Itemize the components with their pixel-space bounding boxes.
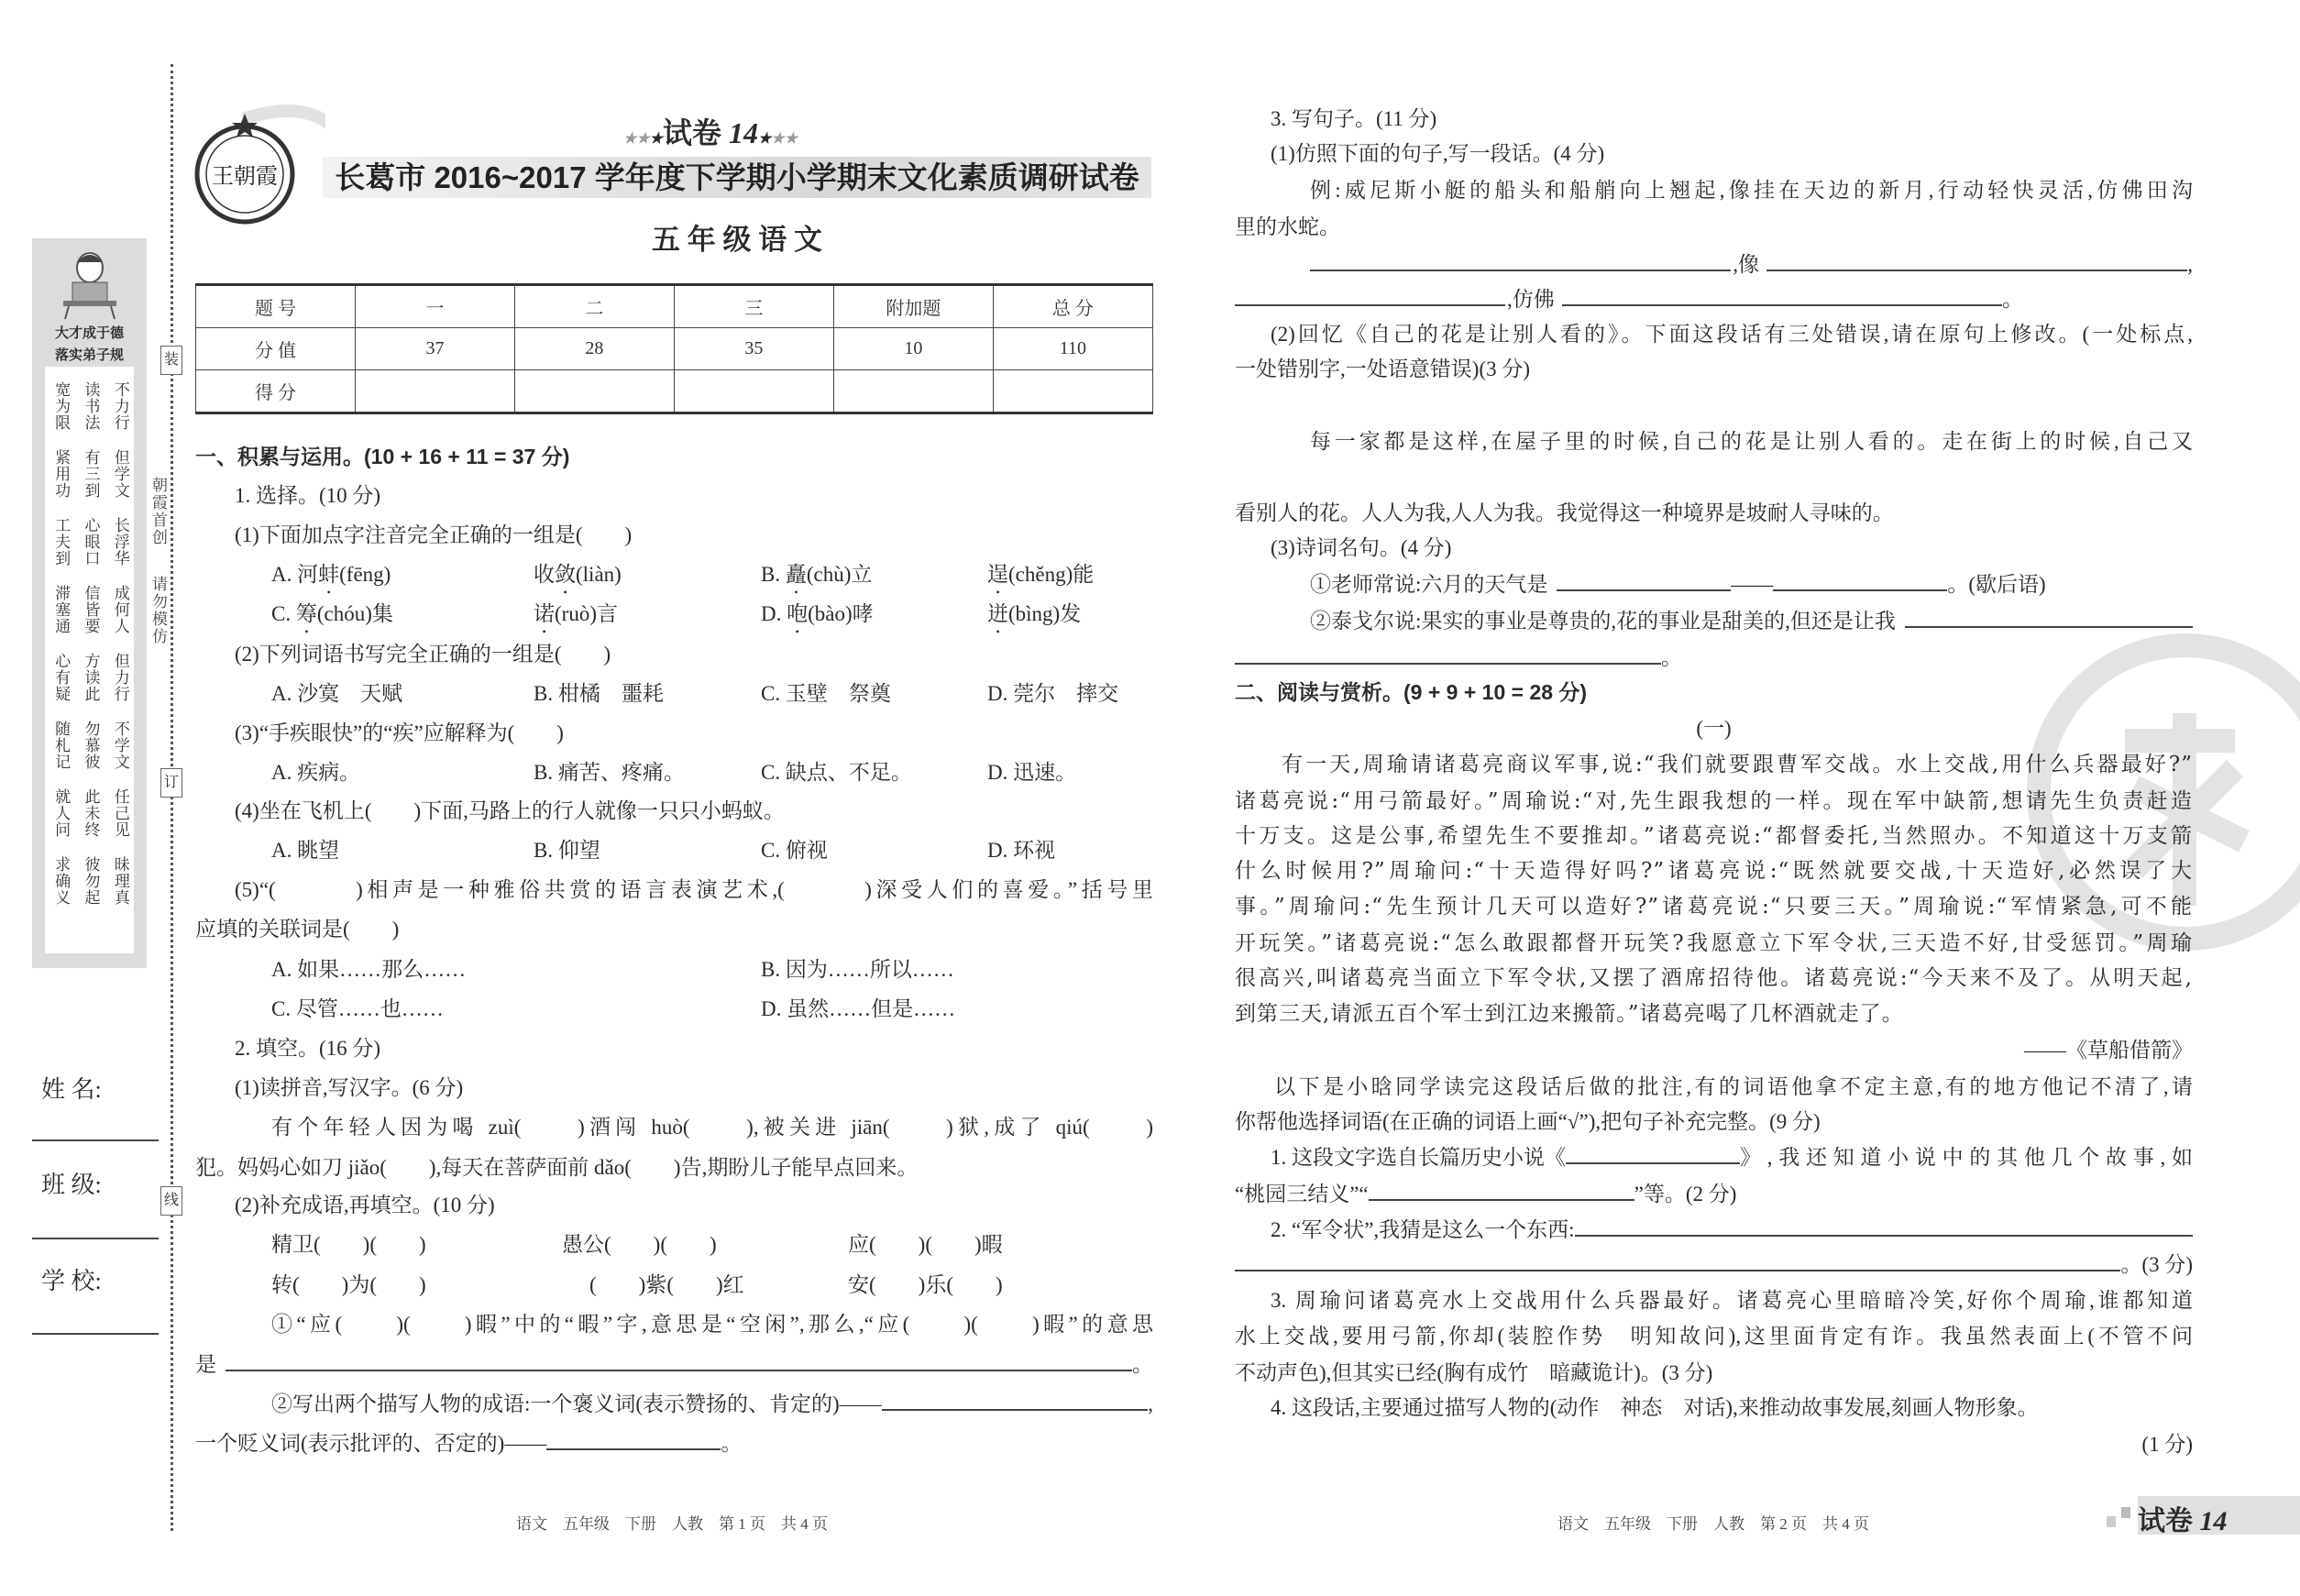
answer-blank[interactable]	[882, 1385, 1149, 1411]
option-c[interactable]: C. 俯视	[761, 839, 828, 862]
score-input-cell[interactable]	[355, 370, 514, 413]
option-text: (liàn)	[576, 563, 622, 586]
tab-label: 试卷	[2138, 1506, 2193, 1536]
motto-phrase: 读书法	[82, 381, 100, 431]
decorative-square-icon	[2107, 1516, 2116, 1527]
option-text: (chù)立	[806, 563, 873, 586]
punctuation: 。	[1132, 1353, 1153, 1376]
q2-2-sub1-answer	[195, 1346, 1153, 1382]
class-field[interactable]	[32, 1238, 159, 1239]
punctuation: ,	[1148, 1392, 1153, 1415]
a4-line[interactable]: 4. 这段话,主要通过描写人物的(动作 神态 对话),来推动故事发展,刻画人物形象。	[1271, 1396, 2039, 1419]
connector-text: ,仿佛	[1507, 288, 1555, 311]
q3-2-title: (2)回忆《自己的花是让别人看的》。下面这段话有三处错误,请在原句上修改。(一处标点,	[1271, 323, 2193, 346]
idiom-item[interactable]: 精卫( )( )	[271, 1233, 426, 1256]
dash: ——	[1731, 573, 1774, 596]
option-c2[interactable]	[534, 596, 618, 633]
dotted-char: 迸	[987, 602, 1008, 625]
dotted-char: 敛	[555, 563, 576, 586]
option-c[interactable]: C. 尽管……也……	[271, 997, 444, 1020]
passage-line: 有一天,周瑜请诸葛亮商议军事,说:“我们就要跟曹军交战。水上交战,用什么兵器最好?”	[1282, 753, 2193, 776]
a3-line: 3. 周瑜问诸葛亮水上交战用什么兵器最好。诸葛亮心里暗暗冷笑,好你个周瑜,谁都知道	[1271, 1289, 2193, 1312]
idiom-item[interactable]: 愚公( )( )	[562, 1233, 717, 1256]
header-cell: 题 号	[196, 285, 356, 328]
idiom-item[interactable]: 应( )( )暇	[848, 1233, 1003, 1256]
option-b[interactable]: B. 痛苦、疼痛。	[534, 761, 685, 784]
score-value: 28	[514, 328, 674, 370]
q1-3-stem: (3)“手疾眼快”的“疾”应解释为( )	[235, 721, 564, 744]
a1-line-1	[1271, 1139, 2193, 1175]
decorative-square-icon	[2121, 1507, 2130, 1518]
passage-line: 很高兴,叫诸葛亮当面立下军令状,又摆了酒席招待他。诸葛亮说:“今天来不及了。从明天起,	[1235, 966, 2193, 990]
dotted-char: 咆	[787, 602, 809, 625]
motto-phrase: 工夫到	[52, 517, 71, 567]
q2-2-title: (2)补充成语,再填空。(10 分)	[235, 1194, 495, 1216]
q3-title: 3. 写句子。(11 分)	[1271, 107, 1437, 130]
option-text: (fēng)	[339, 563, 391, 586]
score-value: 35	[674, 328, 833, 370]
scholar-illustration-icon	[60, 244, 120, 321]
dotted-char: 筹	[295, 602, 317, 625]
motto-phrase: 心眼口	[82, 517, 100, 567]
series-label: 试卷	[663, 116, 722, 149]
q3-3-line-3	[1235, 639, 1682, 676]
a1-line-2	[1235, 1175, 1736, 1212]
answer-blank[interactable]	[1905, 602, 2193, 628]
option-text: 收	[534, 563, 555, 586]
series-number: 14	[729, 116, 759, 149]
name-field[interactable]	[32, 1139, 159, 1141]
punctuation: 。	[721, 1432, 743, 1455]
passage-line: 事。”周瑜问:“先生预计几天可以造好?”诸葛亮说:“只要三天。”周瑜说:“军情紧急,可不能	[1235, 895, 2193, 919]
option-a[interactable]: A. 沙寞 天赋	[271, 682, 403, 705]
q3-2-title-cont: 一处错别字,一处语意错误)(3 分)	[1235, 358, 1530, 380]
motto-phrase: 方读此	[82, 653, 100, 702]
question-text: 。(3 分)	[2120, 1253, 2193, 1276]
q3-1-example: 例:威尼斯小艇的船头和船艄向上翘起,像挂在天边的新月,行动轻快灵活,仿佛田沟	[1310, 179, 2193, 202]
exam-title: 长葛市 2016~2017 学年度下学期小学期末文化素质调研试卷	[335, 160, 1139, 194]
answer-blank[interactable]	[226, 1346, 1132, 1371]
motto-phrase: 紧用功	[52, 449, 71, 499]
option-a2[interactable]	[534, 556, 622, 593]
score-earned-row	[196, 370, 1153, 413]
motto-phrase: 滞塞通	[52, 585, 71, 634]
passage-line: 什么时候用?”周瑜问:“十天造得好吗?”诸葛亮说:“既然就要交战,十天造好,必然误了大	[1235, 859, 2193, 883]
answer-blank[interactable]	[1235, 639, 1661, 665]
option-d[interactable]: D. 迅速。	[987, 761, 1077, 784]
punctuation: 。	[1661, 646, 1682, 669]
option-a[interactable]: A. 疾病。	[271, 761, 361, 784]
q2-2-sub1: ①“应( )( )暇”中的“暇”字,意思是“空闲”,那么,“应( )( )暇”的意思	[271, 1313, 1153, 1336]
q2-title: 2. 填空。(16 分)	[235, 1037, 381, 1060]
score-table	[195, 283, 1153, 414]
question-text: ②写出两个描写人物的成语:一个褒义词(表示赞扬的、肯定的)——	[271, 1392, 882, 1415]
motto-phrase: 求确义	[52, 856, 71, 906]
passage-line: 到第三天,请派五百个军士到江边来搬箭。”诸葛亮喝了几杯酒就走了。	[1235, 1002, 1904, 1026]
footer-left: 语文 五年级 下册 人教 第 1 页 共 4 页	[516, 1515, 828, 1533]
q1-1-stem: (1)下面加点字注音完全正确的一组是( )	[235, 523, 633, 546]
question-text: “桃园三结义”“	[1235, 1183, 1369, 1205]
score-input-cell[interactable]	[514, 370, 674, 413]
answer-blank[interactable]	[1369, 1175, 1634, 1201]
option-b2[interactable]	[987, 556, 1094, 593]
q2-2-sub2-cont	[195, 1425, 742, 1461]
connector-text: ,像	[1733, 253, 1759, 276]
option-d[interactable]: D. 环视	[987, 839, 1056, 862]
option-text: (chóu)集	[316, 602, 393, 625]
idiom-item[interactable]: 转( )为( )	[271, 1273, 426, 1296]
option-c[interactable]: C. 缺点、不足。	[761, 761, 912, 784]
option-d[interactable]: D. 莞尔 摔交	[987, 682, 1119, 705]
motto-phrase: 就人问	[52, 788, 71, 838]
option-b[interactable]: B. 因为……所以……	[761, 958, 954, 981]
dotted-char: 矗	[785, 563, 807, 586]
intro-line-cont: 你帮他选择词语(在正确的词语上画“√”),把句子补充完整。(9 分)	[1235, 1110, 1821, 1133]
passage-line: 诸葛亮说:“用弓箭最好。”周瑜说:“对,先生跟我想的一样。现在军中缺箭,想请先生负责赶造	[1235, 789, 2193, 813]
part1-heading: 一、积累与运用。(10 + 16 + 11 = 37 分)	[195, 445, 570, 468]
motto-phrase: 随札记	[52, 721, 71, 770]
q2-2-sub2	[271, 1385, 1153, 1422]
option-a1[interactable]	[271, 556, 391, 593]
motto-title-2: 落实弟子规	[54, 348, 124, 363]
answer-blank[interactable]	[1235, 281, 1505, 306]
q1-5-stem: (5)“( )相声是一种雅俗共赏的语言表演艺术,( )深受人们的喜爱。”括号里	[235, 878, 1153, 901]
q3-3-line-1	[1310, 566, 2046, 602]
header-cell: 总 分	[993, 285, 1152, 328]
option-b[interactable]: B. 柑橘 噩耗	[534, 682, 664, 705]
score-table-header-row	[196, 285, 1153, 328]
q3-3-line-2	[1310, 602, 2193, 639]
answer-blank[interactable]	[1566, 1139, 1740, 1164]
motto-phrase: 任己见	[111, 788, 129, 838]
option-b1[interactable]	[761, 556, 872, 593]
motto-phrase: 彼勿起	[82, 856, 100, 906]
motto-phrase: 勿慕彼	[82, 721, 100, 770]
answer-blank[interactable]	[1575, 1211, 2193, 1237]
idiom-item[interactable]: 安( )乐( )	[848, 1273, 1003, 1296]
paper-number-label	[2138, 1498, 2228, 1538]
question-text: 。(歇后语)	[1947, 573, 2046, 596]
a2-line-1	[1271, 1211, 2193, 1248]
option-c[interactable]: C. 玉壁 祭奠	[761, 682, 891, 705]
tab-number: 14	[2199, 1506, 2228, 1536]
score-input-cell[interactable]	[833, 370, 993, 413]
star-icon: ★	[758, 131, 772, 147]
paper-number-tab	[2097, 1496, 2300, 1535]
q3-1-answer-line-2	[1235, 281, 2023, 317]
score-value: 110	[993, 328, 1152, 370]
motto-phrase: 昧理真	[111, 856, 129, 906]
a2-line-2	[1235, 1246, 2193, 1282]
q3-1-example-cont: 里的水蛇。	[1235, 215, 1340, 238]
dotted-char: 蚌	[318, 563, 340, 586]
question-text: 1. 这段文字选自长篇历史小说《	[1271, 1146, 1566, 1169]
q3-2-passage[interactable]: 每一家都是这样,在屋子里的时候,自己的花是让别人看的。走在街上的时候,自己又	[1310, 430, 2193, 453]
passage-line: 十万支。这是公事,希望先生不要推却。”诸葛亮说:“都督委托,当然照办。不知道这十万支箭	[1235, 824, 2193, 848]
motto-phrase: 成何人	[111, 585, 129, 634]
option-a[interactable]: A. 如果……那么……	[271, 958, 467, 981]
motto-phrase: 信皆要	[82, 585, 100, 634]
idiom-item[interactable]: ( )紫( )红	[589, 1273, 744, 1296]
motto-phrase: 此未终	[82, 788, 100, 838]
q3-1-answer-line-1	[1310, 246, 2193, 282]
q2-1-title: (1)读拼音,写汉字。(6 分)	[235, 1076, 464, 1099]
answer-blank[interactable]	[1235, 1246, 2120, 1271]
pinyin-line-1[interactable]: 有个年轻人因为喝 zuì( )酒闯 huò( ),被关进 jiān( )狱,成了 qiú( )	[271, 1116, 1153, 1139]
option-text: A. 河	[271, 563, 319, 586]
a4-score: (1 分)	[2141, 1433, 2193, 1456]
answer-blank[interactable]	[1557, 566, 1731, 591]
name-label: 姓 名:	[41, 1076, 102, 1103]
option-text: (ruò)言	[555, 602, 618, 625]
footer-right: 语文 五年级 下册 人教 第 2 页 共 4 页	[1557, 1515, 1869, 1533]
binding-mark-zhuang: 装	[160, 346, 182, 375]
option-text: C.	[271, 602, 296, 625]
header-cell: 三	[674, 285, 833, 328]
star-icon: ★★	[623, 131, 650, 147]
option-text: (bào)哮	[808, 602, 874, 625]
motto-phrase: 但力行	[111, 653, 129, 702]
series-badge	[623, 110, 798, 152]
binding-mark-xian: 线	[160, 1186, 182, 1216]
passage-number: (一)	[1696, 717, 1732, 740]
class-label: 班 级:	[41, 1172, 102, 1198]
q1-4-stem: (4)坐在飞机上( )下面,马路上的行人就像一只只小蚂蚁。	[235, 799, 785, 822]
score-value-row	[196, 328, 1153, 370]
copyright-notice-1: 朝霞首创	[149, 477, 167, 546]
answer-blank[interactable]	[1562, 281, 2002, 306]
score-input-cell[interactable]	[993, 370, 1152, 413]
motto-panel	[32, 238, 147, 968]
question-text: 一个贬义词(表示批评的、否定的)——	[195, 1432, 547, 1455]
star-icon: ★	[649, 131, 664, 147]
q1-title: 1. 选择。(10 分)	[235, 484, 381, 507]
a3-line-choice-cont[interactable]: 不动声色),但其实已经(胸有成竹 暗藏诡计)。(3 分)	[1235, 1361, 1713, 1384]
motto-phrase: 有三到	[82, 449, 100, 499]
option-text: B.	[761, 563, 786, 586]
motto-text	[45, 367, 134, 953]
motto-phrase: 不力行	[111, 381, 129, 431]
q3-1-title: (1)仿照下面的句子,写一段话。(4 分)	[1271, 142, 1605, 165]
punctuation: ,	[2187, 253, 2193, 276]
publisher-logo	[188, 101, 325, 238]
star-icon: ★★	[771, 131, 798, 147]
q3-2-passage-cont[interactable]: 看别人的花。人人为我,人人为我。我觉得这一种境界是坡耐人寻味的。	[1235, 501, 1894, 524]
question-text: ”等。(2 分)	[1634, 1183, 1737, 1205]
pinyin-line-2[interactable]: 犯。妈妈心如刀 jiǎo( ),每天在菩萨面前 dǎo( )告,期盼儿子能早点回来。	[195, 1156, 919, 1179]
question-text: ②泰戈尔说:果实的事业是尊贵的,花的事业是甜美的,但还是让我	[1310, 610, 1896, 633]
logo-lettering: 王朝霞	[212, 163, 278, 189]
passage-line: 开玩笑。”诸葛亮说:“怎么敢跟都督开玩笑?我愿意立下军令状,三天造不好,甘受惩罚。”周瑜	[1235, 931, 2193, 955]
question-text: 》,我还知道小说中的其他几个故事,如	[1740, 1146, 2193, 1169]
q3-3-title: (3)诗词名句。(4 分)	[1271, 536, 1452, 559]
header-cell: 二	[514, 285, 674, 328]
score-input-cell[interactable]	[674, 370, 833, 413]
answer-blank[interactable]	[1310, 246, 1731, 271]
header-cell: 一	[355, 285, 514, 328]
school-label: 学 校:	[41, 1268, 102, 1294]
binding-mark-ding: 订	[160, 768, 182, 798]
row-label: 得 分	[196, 370, 356, 413]
motto-phrase: 心有疑	[52, 653, 71, 702]
motto-phrase: 不学文	[111, 721, 129, 770]
option-text: (chěng)能	[1008, 563, 1095, 586]
option-c1[interactable]	[271, 596, 393, 633]
dotted-char: 逞	[987, 563, 1008, 586]
option-d2[interactable]	[987, 596, 1081, 633]
punctuation: 。	[2002, 288, 2023, 311]
answer-blank[interactable]	[1766, 246, 2187, 271]
header-cell: 附加题	[833, 285, 993, 328]
subject-title: 五 年 级 语 文	[652, 224, 822, 256]
question-text: ①老师常说:六月的天气是	[1310, 573, 1548, 596]
motto-phrase: 宽为限	[52, 381, 71, 431]
copyright-notice-2: 请勿模仿	[149, 576, 167, 645]
q1-2-stem: (2)下列词语书写完全正确的一组是( )	[235, 643, 611, 666]
score-value: 10	[833, 328, 993, 370]
answer-blank[interactable]	[1773, 566, 1947, 591]
motto-title-1: 大才成于德	[54, 326, 124, 341]
option-d[interactable]: D. 虽然……但是……	[761, 997, 956, 1020]
dotted-char: 诺	[534, 602, 555, 625]
intro-line: 以下是小晗同学读完这段话后做的批注,有的词语他拿不定主意,有的地方他记不清了,请	[1274, 1075, 2193, 1098]
q1-5-stem-cont: 应填的关联词是( )	[195, 918, 400, 941]
school-field[interactable]	[32, 1333, 159, 1335]
motto-phrase: 长浮华	[111, 517, 129, 567]
row-label: 分 值	[196, 328, 356, 370]
answer-prefix: 是	[195, 1353, 216, 1376]
option-text: D.	[761, 602, 787, 625]
passage-source: ——《草船借箭》	[2024, 1039, 2193, 1062]
option-b[interactable]: B. 仰望	[534, 839, 600, 862]
score-value: 37	[355, 328, 514, 370]
question-text: 2. “军令状”,我猜是这么一个东西:	[1271, 1218, 1575, 1241]
option-text: (bìng)发	[1008, 602, 1082, 625]
option-a[interactable]: A. 眺望	[271, 839, 340, 862]
answer-blank[interactable]	[546, 1425, 721, 1450]
part2-heading: 二、阅读与赏析。(9 + 9 + 10 = 28 分)	[1235, 680, 1588, 704]
motto-phrase: 但学文	[111, 449, 129, 499]
option-d1[interactable]	[761, 596, 874, 633]
binding-line	[171, 64, 173, 1531]
a3-line-choice[interactable]: 水上交战,要用弓箭,你却(装腔作势 明知故问),这里面肯定有诈。我虽然表面上(不管不问	[1235, 1325, 2193, 1348]
